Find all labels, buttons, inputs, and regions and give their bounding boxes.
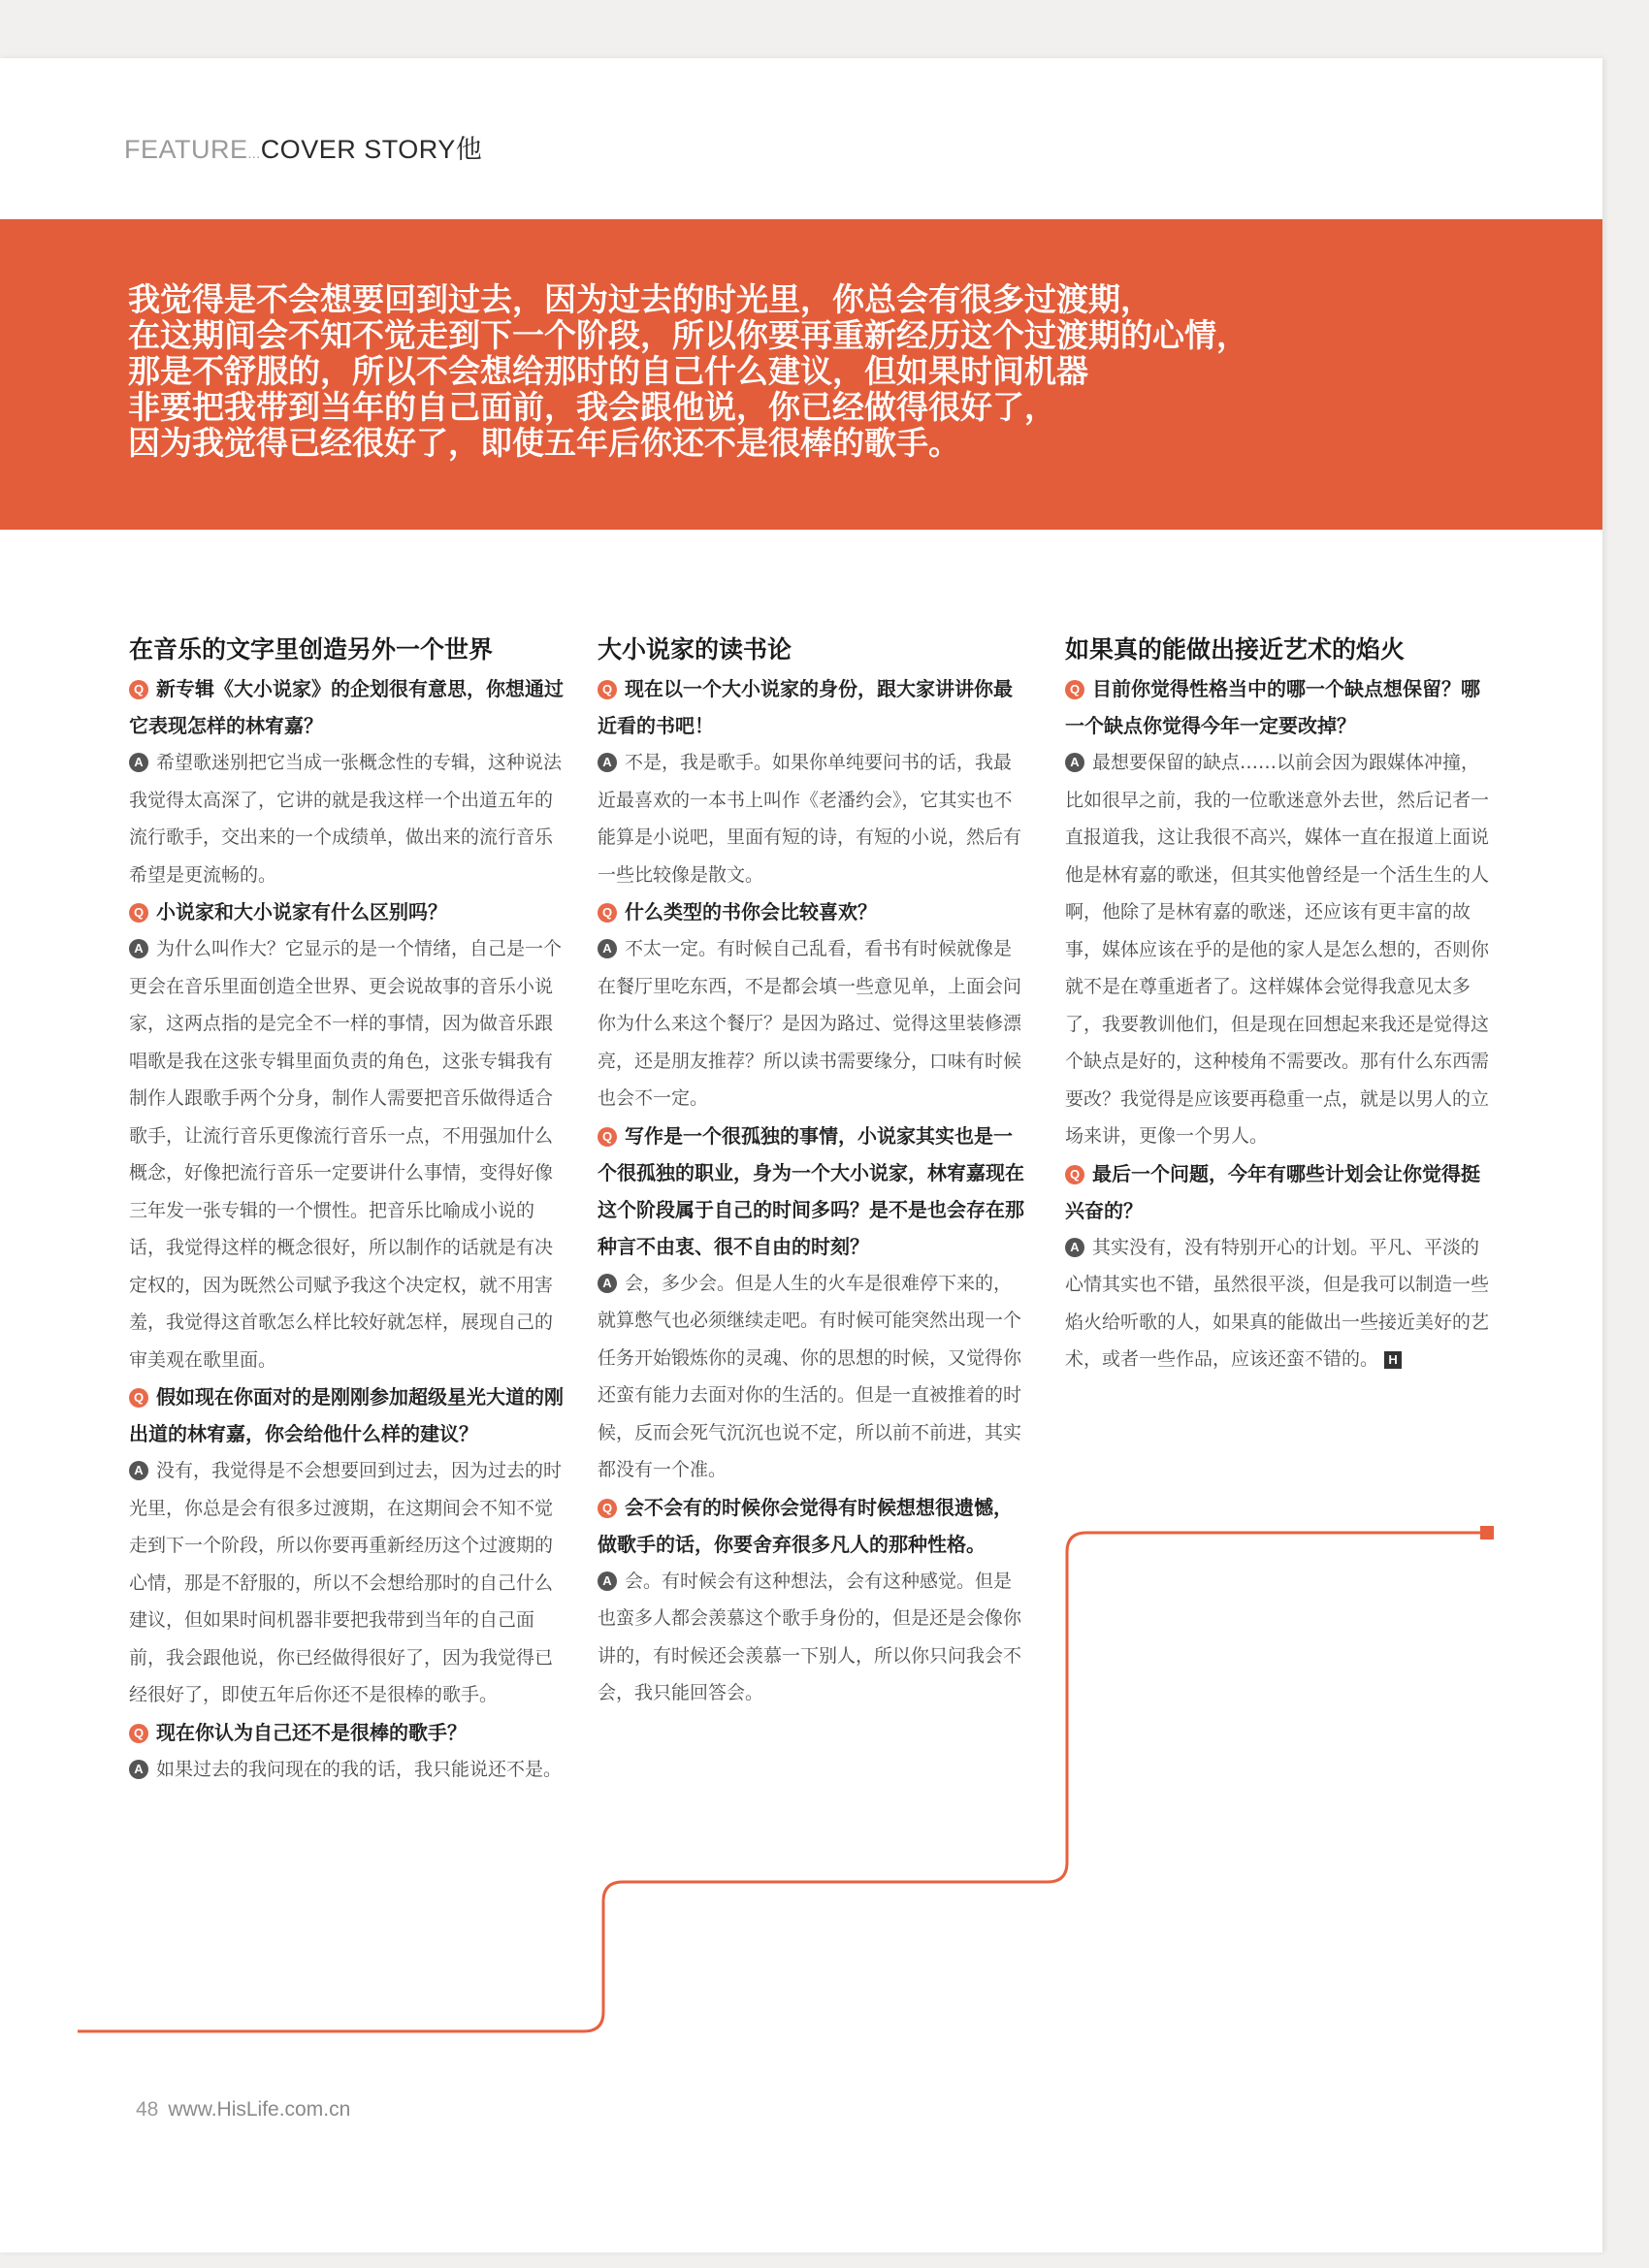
question-badge-icon: Q [129,1724,148,1743]
page-footer [136,2098,350,2122]
answer-badge-icon: A [129,1461,148,1480]
question [598,670,1024,744]
column-2 [598,633,1024,1712]
answer-badge-icon: A [129,1760,148,1779]
answer [129,744,570,893]
question-badge-icon: Q [129,903,148,923]
question [129,670,570,744]
question [1065,670,1497,744]
answer-text: 会。有时候会有这种想法，会有这种感觉。但是也蛮多人都会羡慕这个歌手身份的，但是还是会像你讲的，有时候还会羡慕一下别人，所以你只问我会不会，我只能回答会。 [598,1570,1022,1703]
answer-badge-icon: A [598,1274,617,1293]
question-badge-icon: Q [598,903,617,923]
pull-quote-line: 我觉得是不会想要回到过去，因为过去的时光里，你总会有很多过渡期， [128,280,1152,318]
answer [598,1563,1024,1712]
answer-badge-icon: A [598,1571,617,1591]
question [1065,1155,1497,1229]
question-text: 什么类型的书你会比较喜欢？ [625,900,877,923]
answer-badge-icon: A [129,939,148,958]
answer-text: 不太一定。有时候自己乱看，看书有时候就像是在餐厅里吃东西，不是都会填一些意见单，上面会问你为什么来这个餐厅？是因为路过、觉得这里装修漂亮，还是朋友推荐？所以读书需要缘分，口味有时候也会不一定。 [598,938,1022,1109]
question [129,1378,570,1452]
answer-text: 没有，我觉得是不会想要回到过去，因为过去的时光里，你总是会有很多过渡期，在这期间会不知不觉走到下一个阶段，所以你要再重新经历这个过渡期的心情，那是不舒服的，所以不会想给那时的自己什么建议，但如果时间机器非要把我带到当年的自己面前，我会跟他说，你已经做得很好了，因为我觉得已经很好了，即使五年后你还不是很棒的歌手。 [129,1460,563,1705]
answer-badge-icon: A [1065,1238,1084,1257]
question-badge-icon: Q [1065,680,1084,699]
question-text: 新专辑《大小说家》的企划很有意思，你想通过它表现怎样的林宥嘉？ [129,677,564,737]
pull-quote-line: 在这期间会不知不觉走到下一个阶段，所以你要再重新经历这个过渡期的心情， [128,316,1248,354]
question-text: 假如现在你面对的是刚刚参加超级星光大道的刚出道的林宥嘉，你会给他什么样的建议？ [129,1385,564,1445]
question-text: 写作是一个很孤独的事情，小说家其实也是一个很孤独的职业，身为一个大小说家，林宥嘉现在这个阶段属于自己的时间多吗？是不是也会存在那种言不由衷、很不自由的时刻？ [598,1123,1024,1258]
answer-text: 不是，我是歌手。如果你单纯要问书的话，我最近最喜欢的一本书上叫作《老潘约会》，它其实也不能算是小说吧，里面有短的诗，有短的小说，然后有一些比较像是散文。 [598,752,1022,886]
answer [598,744,1024,893]
column-title: 如果真的能做出接近艺术的焰火 [1065,635,1406,664]
answer [1065,744,1497,1155]
question-badge-icon: Q [1065,1165,1084,1184]
section-header [124,128,482,167]
column-1 [129,633,570,1788]
answer [1065,1229,1497,1378]
pull-quote-line: 那是不舒服的，所以不会想给那时的自己什么建议，但如果时间机器 [128,352,1088,390]
header-cover-story: COVER STORY他 [260,135,483,164]
answer [129,1452,570,1714]
pull-quote-line: 非要把我带到当年的自己面前，我会跟他说，你已经做得很好了， [128,388,1056,426]
column-title: 在音乐的文字里创造另外一个世界 [129,635,494,664]
website-link[interactable]: www.HisLife.com.cn [168,2098,351,2121]
answer-badge-icon: A [129,753,148,772]
answer-badge-icon: A [1065,753,1084,772]
question [598,1489,1024,1563]
question-badge-icon: Q [129,680,148,699]
question [598,893,1024,930]
question-text: 最后一个问题，今年有哪些计划会让你觉得挺兴奋的？ [1065,1161,1480,1222]
pull-quote-line: 因为我觉得已经很好了，即使五年后你还不是很棒的歌手。 [128,424,960,462]
page-number: 48 [136,2098,159,2121]
column-title: 大小说家的读书论 [598,635,792,664]
question-text: 小说家和大小说家有什么区别吗？ [156,900,447,923]
question-badge-icon: Q [598,1499,617,1518]
column-3 [1065,633,1497,1378]
answer-text: 其实没有，没有特别开心的计划。平凡、平淡的心情其实也不错，虽然很平淡，但是我可以制造一些焰火给听歌的人，如果真的能做出一些接近美好的艺术，或者一些作品，应该还蛮不错的。 [1065,1236,1490,1370]
answer [598,930,1024,1118]
answer-text: 如果过去的我问现在的我的话，我只能说还不是。 [156,1758,563,1780]
question-badge-icon: Q [598,1127,617,1147]
question-text: 目前你觉得性格当中的哪一个缺点想保留？哪一个缺点你觉得今年一定要改掉？ [1065,677,1480,737]
answer [129,1751,570,1789]
answer-badge-icon: A [598,939,617,958]
header-dots: ... [247,146,261,161]
question-badge-icon: Q [598,680,617,699]
question-text: 现在你认为自己还不是很棒的歌手？ [156,1720,467,1744]
question [598,1118,1024,1265]
pull-quote [128,281,1505,461]
answer [129,930,570,1378]
question [129,1714,570,1751]
answer-text: 希望歌迷别把它当成一张概念性的专辑，这种说法我觉得太高深了，它讲的就是我这样一个出道五年的流行歌手，交出来的一个成绩单，做出来的流行音乐希望是更流畅的。 [129,752,563,886]
question-text: 现在以一个大小说家的身份，跟大家讲讲你最近看的书吧！ [598,677,1013,737]
question-text: 会不会有的时候你会觉得有时候想想很遗憾，做歌手的话，你要舍弃很多凡人的那种性格。 [598,1495,1013,1556]
answer-text: 最想要保留的缺点……以前会因为跟媒体冲撞，比如很早之前，我的一位歌迷意外去世，然后记者一直报道我，这让我很不高兴，媒体一直在报道上面说他是林宥嘉的歌迷，但其实他曾经是一个活生生的人啊，他除了是林宥嘉的歌迷，还应该有更丰富的故事，媒体应该在乎的是他的家人是怎么想的，否则你就不是在尊重逝者了。这样媒体会觉得我意见太多了，我要教训他们，但是现在回想起来我还是觉得这个缺点是好的，这种棱角不需要改。那有什么东西需要改？我觉得是应该要再稳重一点，就是以男人的立场来讲，更像一个男人。 [1065,752,1490,1147]
header-feature: FEATURE [124,135,248,164]
question [129,893,570,930]
question-badge-icon: Q [129,1388,148,1408]
answer-badge-icon: A [598,753,617,772]
answer [598,1265,1024,1489]
answer-text: 为什么叫作大？它显示的是一个情绪，自己是一个更会在音乐里面创造全世界、更会说故事的音乐小说家，这两点指的是完全不一样的事情，因为做音乐跟唱歌是我在这张专辑里面负责的角色，这张专辑我有制作人跟歌手两个分身，制作人需要把音乐做得适合歌手，让流行音乐更像流行音乐一点，不用强加什么概念，好像把流行音乐一定要讲什么事情，变得好像三年发一张专辑的一个惯性。把音乐比喻成小说的话，我觉得这样的概念很好，所以制作的话就是有决定权的，因为既然公司赋予我这个决定权，就不用害羞，我觉得这首歌怎么样比较好就怎样，展现自己的审美观在歌里面。 [129,938,563,1371]
answer-text: 会，多少会。但是人生的火车是很难停下来的，就算憋气也必须继续走吧。有时候可能突然出现一个任务开始锻炼你的灵魂、你的思想的时候，又觉得你还蛮有能力去面对你的生活的。但是一直被推着的时候，反而会死气沉沉也说不定，所以前不前进，其实都没有一个准。 [598,1272,1022,1480]
end-mark-icon: H [1384,1351,1402,1369]
